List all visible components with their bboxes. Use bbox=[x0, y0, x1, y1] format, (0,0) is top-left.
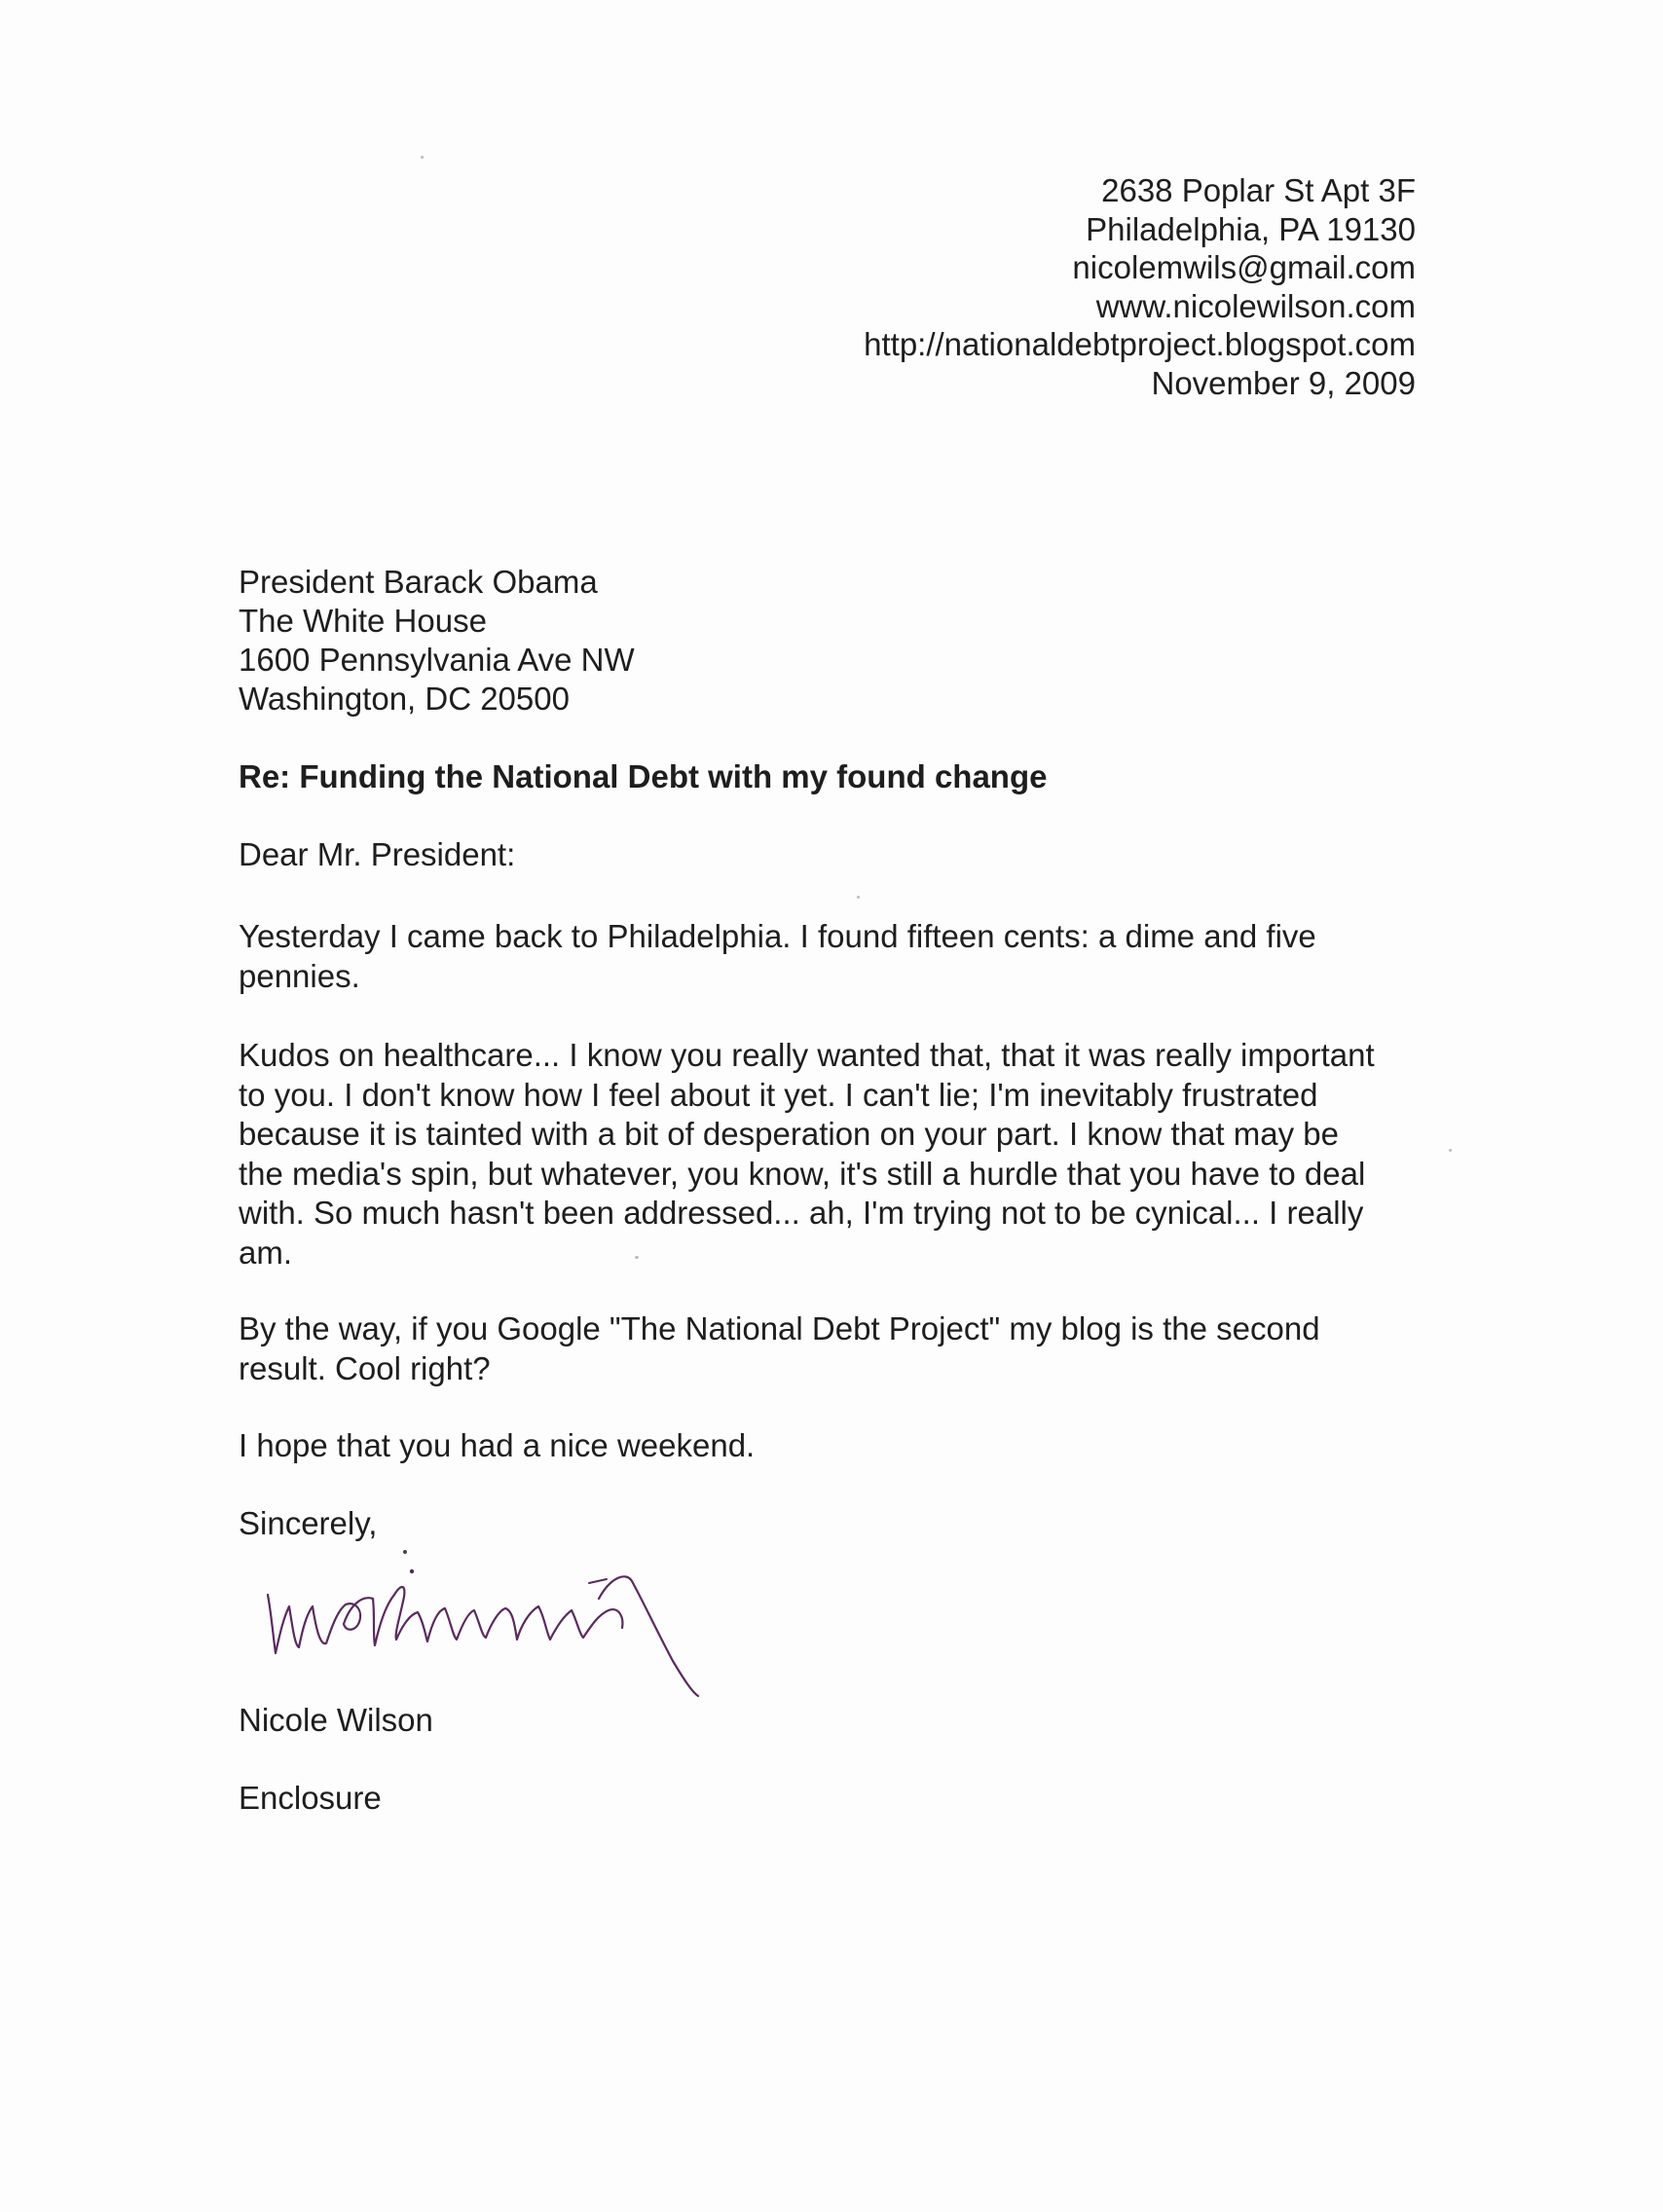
recipient-city: Washington, DC 20500 bbox=[239, 681, 570, 717]
sender-street: 2638 Poplar St Apt 3F bbox=[1101, 172, 1416, 208]
paragraph-line: I hope that you had a nice weekend. bbox=[239, 1427, 756, 1463]
salutation: Dear Mr. President: bbox=[239, 836, 516, 872]
paragraph-line: pennies. bbox=[239, 957, 360, 994]
handwritten-signature-icon bbox=[248, 1538, 871, 1704]
paragraph-line: Yesterday I came back to Philadelphia. I found fifteen cents: a dime and five bbox=[239, 918, 1316, 954]
subject-line: Re: Funding the National Debt with my found change bbox=[239, 758, 1048, 794]
body-paragraph-2 bbox=[239, 1036, 1436, 1272]
enclosure-note: Enclosure bbox=[239, 1780, 382, 1816]
sender-blog: http://nationaldebtproject.blogspot.com bbox=[864, 326, 1416, 362]
recipient-org: The White House bbox=[239, 603, 487, 639]
signer-name: Nicole Wilson bbox=[239, 1702, 433, 1738]
scan-speck bbox=[857, 896, 860, 899]
sender-website: www.nicolewilson.com bbox=[1095, 287, 1416, 324]
recipient-street: 1600 Pennsylvania Ave NW bbox=[239, 642, 635, 678]
paragraph-line: am. bbox=[239, 1234, 293, 1271]
sender-city: Philadelphia, PA 19130 bbox=[1086, 210, 1416, 247]
paragraph-line: result. Cool right? bbox=[239, 1349, 491, 1386]
scan-speck bbox=[421, 156, 424, 159]
recipient-address-block bbox=[239, 563, 635, 719]
scan-speck bbox=[403, 1550, 407, 1554]
letter-date: November 9, 2009 bbox=[1151, 364, 1416, 401]
recipient-name: President Barack Obama bbox=[239, 564, 598, 600]
body-paragraph-4 bbox=[239, 1426, 1436, 1466]
paragraph-line: because it is tainted with a bit of desperation on your part. I know that may be bbox=[239, 1116, 1339, 1152]
paragraph-line: with. So much hasn't been addressed... ah, I'm trying not to be cynical... I really bbox=[239, 1195, 1364, 1231]
paragraph-line: By the way, if you Google "The National Debt Project" my blog is the second bbox=[239, 1310, 1320, 1346]
sender-address-block bbox=[864, 171, 1416, 402]
body-paragraph-1 bbox=[239, 917, 1436, 996]
paragraph-line: to you. I don't know how I feel about it yet. I can't lie; I'm inevitably frustrated bbox=[239, 1076, 1318, 1113]
scan-speck bbox=[635, 1256, 639, 1259]
paragraph-line: the media's spin, but whatever, you know, it's still a hurdle that you have to deal bbox=[239, 1155, 1366, 1192]
paragraph-line: Kudos on healthcare... I know you really wanted that, that it was really important bbox=[239, 1037, 1375, 1073]
closing: Sincerely, bbox=[239, 1505, 378, 1541]
sender-email: nicolemwils@gmail.com bbox=[1072, 249, 1416, 285]
body-paragraph-3 bbox=[239, 1309, 1436, 1388]
scan-speck bbox=[1449, 1149, 1452, 1152]
